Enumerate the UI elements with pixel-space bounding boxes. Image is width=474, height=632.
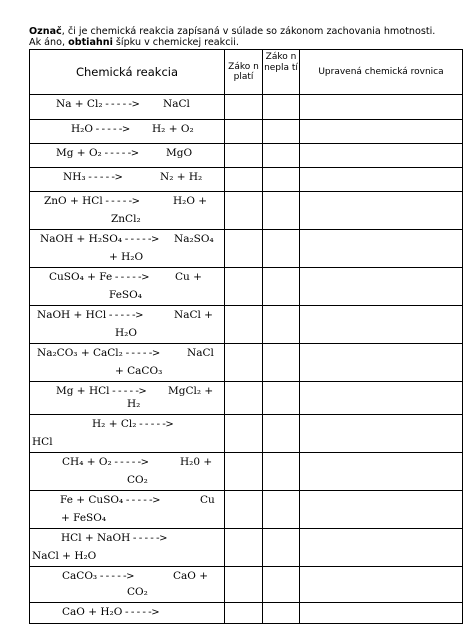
header-rovnica: Upravená chemická rovnica xyxy=(300,50,463,95)
cell-rovnica[interactable] xyxy=(300,567,463,603)
reaction-reactants xyxy=(62,570,134,582)
reaction-reactants xyxy=(37,309,143,321)
table-row xyxy=(30,306,463,344)
reaction-arrow[interactable]: - - - - -> xyxy=(130,533,168,544)
reaction-continuation: H₂ xyxy=(127,398,141,410)
cell-rovnica[interactable] xyxy=(300,603,463,624)
reaction-reactants xyxy=(62,456,149,468)
reaction-cell xyxy=(30,168,225,192)
reaction-products: Cu + xyxy=(175,271,202,283)
reactants-text: NaOH + HCl xyxy=(37,309,107,321)
reaction-products: MgO xyxy=(166,147,193,159)
table-row xyxy=(30,382,463,415)
cell-rovnica[interactable] xyxy=(300,382,463,415)
reaction-products: N₂ + H₂ xyxy=(160,171,203,183)
cell-plati[interactable] xyxy=(225,192,263,230)
table-row xyxy=(30,144,463,168)
table-row xyxy=(30,491,463,529)
reactants-text: CaCO₃ xyxy=(62,570,98,582)
cell-neplati[interactable] xyxy=(263,415,300,453)
reaction-cell xyxy=(30,529,225,567)
instruction-bold-oznac: Označ xyxy=(29,26,62,37)
reaction-continuation: H₂O xyxy=(115,327,137,339)
cell-neplati[interactable] xyxy=(263,491,300,529)
cell-rovnica[interactable] xyxy=(300,491,463,529)
cell-plati[interactable] xyxy=(225,382,263,415)
reactants-text: Na + Cl₂ xyxy=(56,98,103,110)
reaction-arrow[interactable]: - - - - -> xyxy=(106,310,144,321)
table-row xyxy=(30,268,463,306)
cell-neplati[interactable] xyxy=(263,192,300,230)
table-row xyxy=(30,453,463,491)
header-plati: Záko n platí xyxy=(225,50,263,95)
reactants-text: Na₂CO₃ + CaCl₂ xyxy=(37,347,123,359)
reaction-reactants xyxy=(63,171,122,183)
cell-rovnica[interactable] xyxy=(300,529,463,567)
cell-plati[interactable] xyxy=(225,120,263,144)
table-row xyxy=(30,95,463,120)
cell-neplati[interactable] xyxy=(263,382,300,415)
header-reakcia: Chemická reakcia xyxy=(30,50,225,95)
reaction-reactants xyxy=(71,123,130,135)
reaction-arrow[interactable]: - - - - -> xyxy=(102,99,140,110)
reaction-arrow[interactable]: - - - - -> xyxy=(109,386,147,397)
reaction-cell xyxy=(30,192,225,230)
reaction-cell xyxy=(30,453,225,491)
table-row xyxy=(30,415,463,453)
cell-neplati[interactable] xyxy=(263,306,300,344)
reaction-products: CaO + xyxy=(173,570,209,582)
reaction-cell xyxy=(30,382,225,415)
cell-rovnica[interactable] xyxy=(300,306,463,344)
reactants-text: Mg + O₂ xyxy=(56,147,102,159)
reaction-products: NaCl xyxy=(187,347,214,359)
reaction-arrow[interactable]: - - - - -> xyxy=(102,196,140,207)
header-neplati: Záko n nepla tí xyxy=(263,50,300,95)
reaction-arrow[interactable]: - - - - -> xyxy=(136,419,174,430)
header-row xyxy=(30,50,463,95)
cell-neplati[interactable] xyxy=(263,603,300,624)
cell-neplati[interactable] xyxy=(263,120,300,144)
cell-plati[interactable] xyxy=(225,529,263,567)
instruction-line-1 xyxy=(29,26,459,37)
reaction-continuation: + FeSO₄ xyxy=(61,512,107,524)
reaction-reactants xyxy=(49,271,149,283)
reaction-reactants xyxy=(44,195,140,207)
table-row xyxy=(30,120,463,144)
reaction-cell xyxy=(30,491,225,529)
reaction-products: NaCl xyxy=(163,98,190,110)
reaction-cell xyxy=(30,144,225,168)
cell-rovnica[interactable] xyxy=(300,168,463,192)
cell-neplati[interactable] xyxy=(263,95,300,120)
cell-neplati[interactable] xyxy=(263,168,300,192)
reaction-cell xyxy=(30,306,225,344)
reaction-continuation: NaCl + H₂O xyxy=(32,550,97,562)
reaction-cell xyxy=(30,567,225,603)
cell-rovnica[interactable] xyxy=(300,415,463,453)
reactants-text: CuSO₄ + Fe xyxy=(49,271,113,283)
reaction-reactants xyxy=(60,494,160,506)
reaction-cell xyxy=(30,230,225,268)
reaction-arrow[interactable]: - - - - -> xyxy=(111,457,149,468)
reaction-arrow[interactable]: - - - - -> xyxy=(123,495,161,506)
reaction-products: MgCl₂ + xyxy=(168,385,214,397)
table-row xyxy=(30,168,463,192)
reaction-products: Cu xyxy=(200,494,215,506)
cell-rovnica[interactable] xyxy=(300,192,463,230)
reaction-continuation: + H₂O xyxy=(109,251,144,263)
instruction-text-1: , či je chemická reakcia zapísaná v súlade so zákonom zachovania hmotnosti. xyxy=(61,26,436,37)
reactants-text: NH₃ xyxy=(63,171,86,183)
reaction-continuation: ZnCl₂ xyxy=(111,213,141,225)
reaction-reactants xyxy=(56,385,146,397)
reactants-text: CH₄ + O₂ xyxy=(62,456,112,468)
reaction-continuation: CO₂ xyxy=(127,474,148,486)
cell-neplati[interactable] xyxy=(263,230,300,268)
table-row xyxy=(30,567,463,603)
reactants-text: NaOH + H₂SO₄ xyxy=(40,233,123,245)
cell-plati[interactable] xyxy=(225,144,263,168)
cell-neplati[interactable] xyxy=(263,144,300,168)
reactants-text: Fe + CuSO₄ xyxy=(60,494,124,506)
reaction-arrow[interactable]: - - - - -> xyxy=(122,348,160,359)
instruction-bold-obtiahni: obtiahni xyxy=(68,37,113,48)
reactants-text: ZnO + HCl xyxy=(44,195,103,207)
table-row xyxy=(30,344,463,382)
cell-plati[interactable] xyxy=(225,567,263,603)
reaction-arrow[interactable]: - - - - -> xyxy=(122,234,159,245)
cell-plati[interactable] xyxy=(225,306,263,344)
cell-plati[interactable] xyxy=(225,603,263,624)
reaction-products: H₂0 + xyxy=(180,456,213,468)
table-row xyxy=(30,529,463,567)
reaction-reactants xyxy=(56,98,139,110)
cell-rovnica[interactable] xyxy=(300,268,463,306)
reaction-cell xyxy=(30,415,225,453)
table-row xyxy=(30,603,463,624)
cell-rovnica[interactable] xyxy=(300,230,463,268)
reaction-cell xyxy=(30,344,225,382)
reaction-reactants xyxy=(62,606,159,618)
reaction-arrow[interactable]: - - - - -> xyxy=(112,272,150,283)
cell-neplati[interactable] xyxy=(263,567,300,603)
reaction-continuation: + CaCO₃ xyxy=(115,365,163,377)
reactants-text: Mg + HCl xyxy=(56,385,110,397)
cell-rovnica[interactable] xyxy=(300,453,463,491)
reaction-continuation: FeSO₄ xyxy=(109,289,142,301)
cell-plati[interactable] xyxy=(225,95,263,120)
reaction-products: H₂O + xyxy=(173,195,208,207)
reaction-cell xyxy=(30,95,225,120)
reactants-text: H₂ + Cl₂ xyxy=(92,418,137,430)
instruction-text-2a: Ak áno, xyxy=(29,37,69,48)
reactants-text: HCl + NaOH xyxy=(61,532,131,544)
reaction-arrow[interactable]: - - - - -> xyxy=(101,148,139,159)
cell-plati[interactable] xyxy=(225,344,263,382)
cell-plati[interactable] xyxy=(225,168,263,192)
reaction-continuation: CO₂ xyxy=(127,586,148,598)
cell-rovnica[interactable] xyxy=(300,344,463,382)
reaction-arrow[interactable]: - - - - -> xyxy=(92,124,130,135)
reaction-arrow[interactable]: - - - - -> xyxy=(122,607,160,618)
cell-neplati[interactable] xyxy=(263,344,300,382)
table-row xyxy=(30,230,463,268)
reactants-text: CaO + H₂O xyxy=(62,606,123,618)
reaction-arrow[interactable]: - - - - -> xyxy=(97,571,134,582)
table-row xyxy=(30,192,463,230)
cell-rovnica[interactable] xyxy=(300,144,463,168)
reaction-reactants xyxy=(40,233,159,245)
reaction-continuation: HCl xyxy=(32,436,53,448)
reaction-table xyxy=(29,49,463,624)
cell-plati[interactable] xyxy=(225,491,263,529)
reaction-arrow[interactable]: - - - - -> xyxy=(85,172,123,183)
reaction-products: H₂ + O₂ xyxy=(152,123,194,135)
reactants-text: H₂O xyxy=(71,123,93,135)
reaction-cell xyxy=(30,120,225,144)
cell-plati[interactable] xyxy=(225,268,263,306)
reaction-products: Na₂SO₄ xyxy=(174,233,214,245)
reaction-reactants xyxy=(61,532,167,544)
instructions xyxy=(29,26,459,48)
reaction-reactants xyxy=(37,347,160,359)
reaction-reactants xyxy=(92,418,173,430)
cell-plati[interactable] xyxy=(225,453,263,491)
instruction-text-2b: šípku v chemickej reakcii. xyxy=(112,37,239,48)
cell-neplati[interactable] xyxy=(263,453,300,491)
cell-plati[interactable] xyxy=(225,230,263,268)
instruction-line-2 xyxy=(29,37,459,48)
cell-neplati[interactable] xyxy=(263,529,300,567)
reaction-products: NaCl + xyxy=(174,309,213,321)
cell-rovnica[interactable] xyxy=(300,120,463,144)
cell-neplati[interactable] xyxy=(263,268,300,306)
reaction-cell xyxy=(30,603,225,624)
reaction-reactants xyxy=(56,147,139,159)
cell-plati[interactable] xyxy=(225,415,263,453)
cell-rovnica[interactable] xyxy=(300,95,463,120)
reaction-cell xyxy=(30,268,225,306)
